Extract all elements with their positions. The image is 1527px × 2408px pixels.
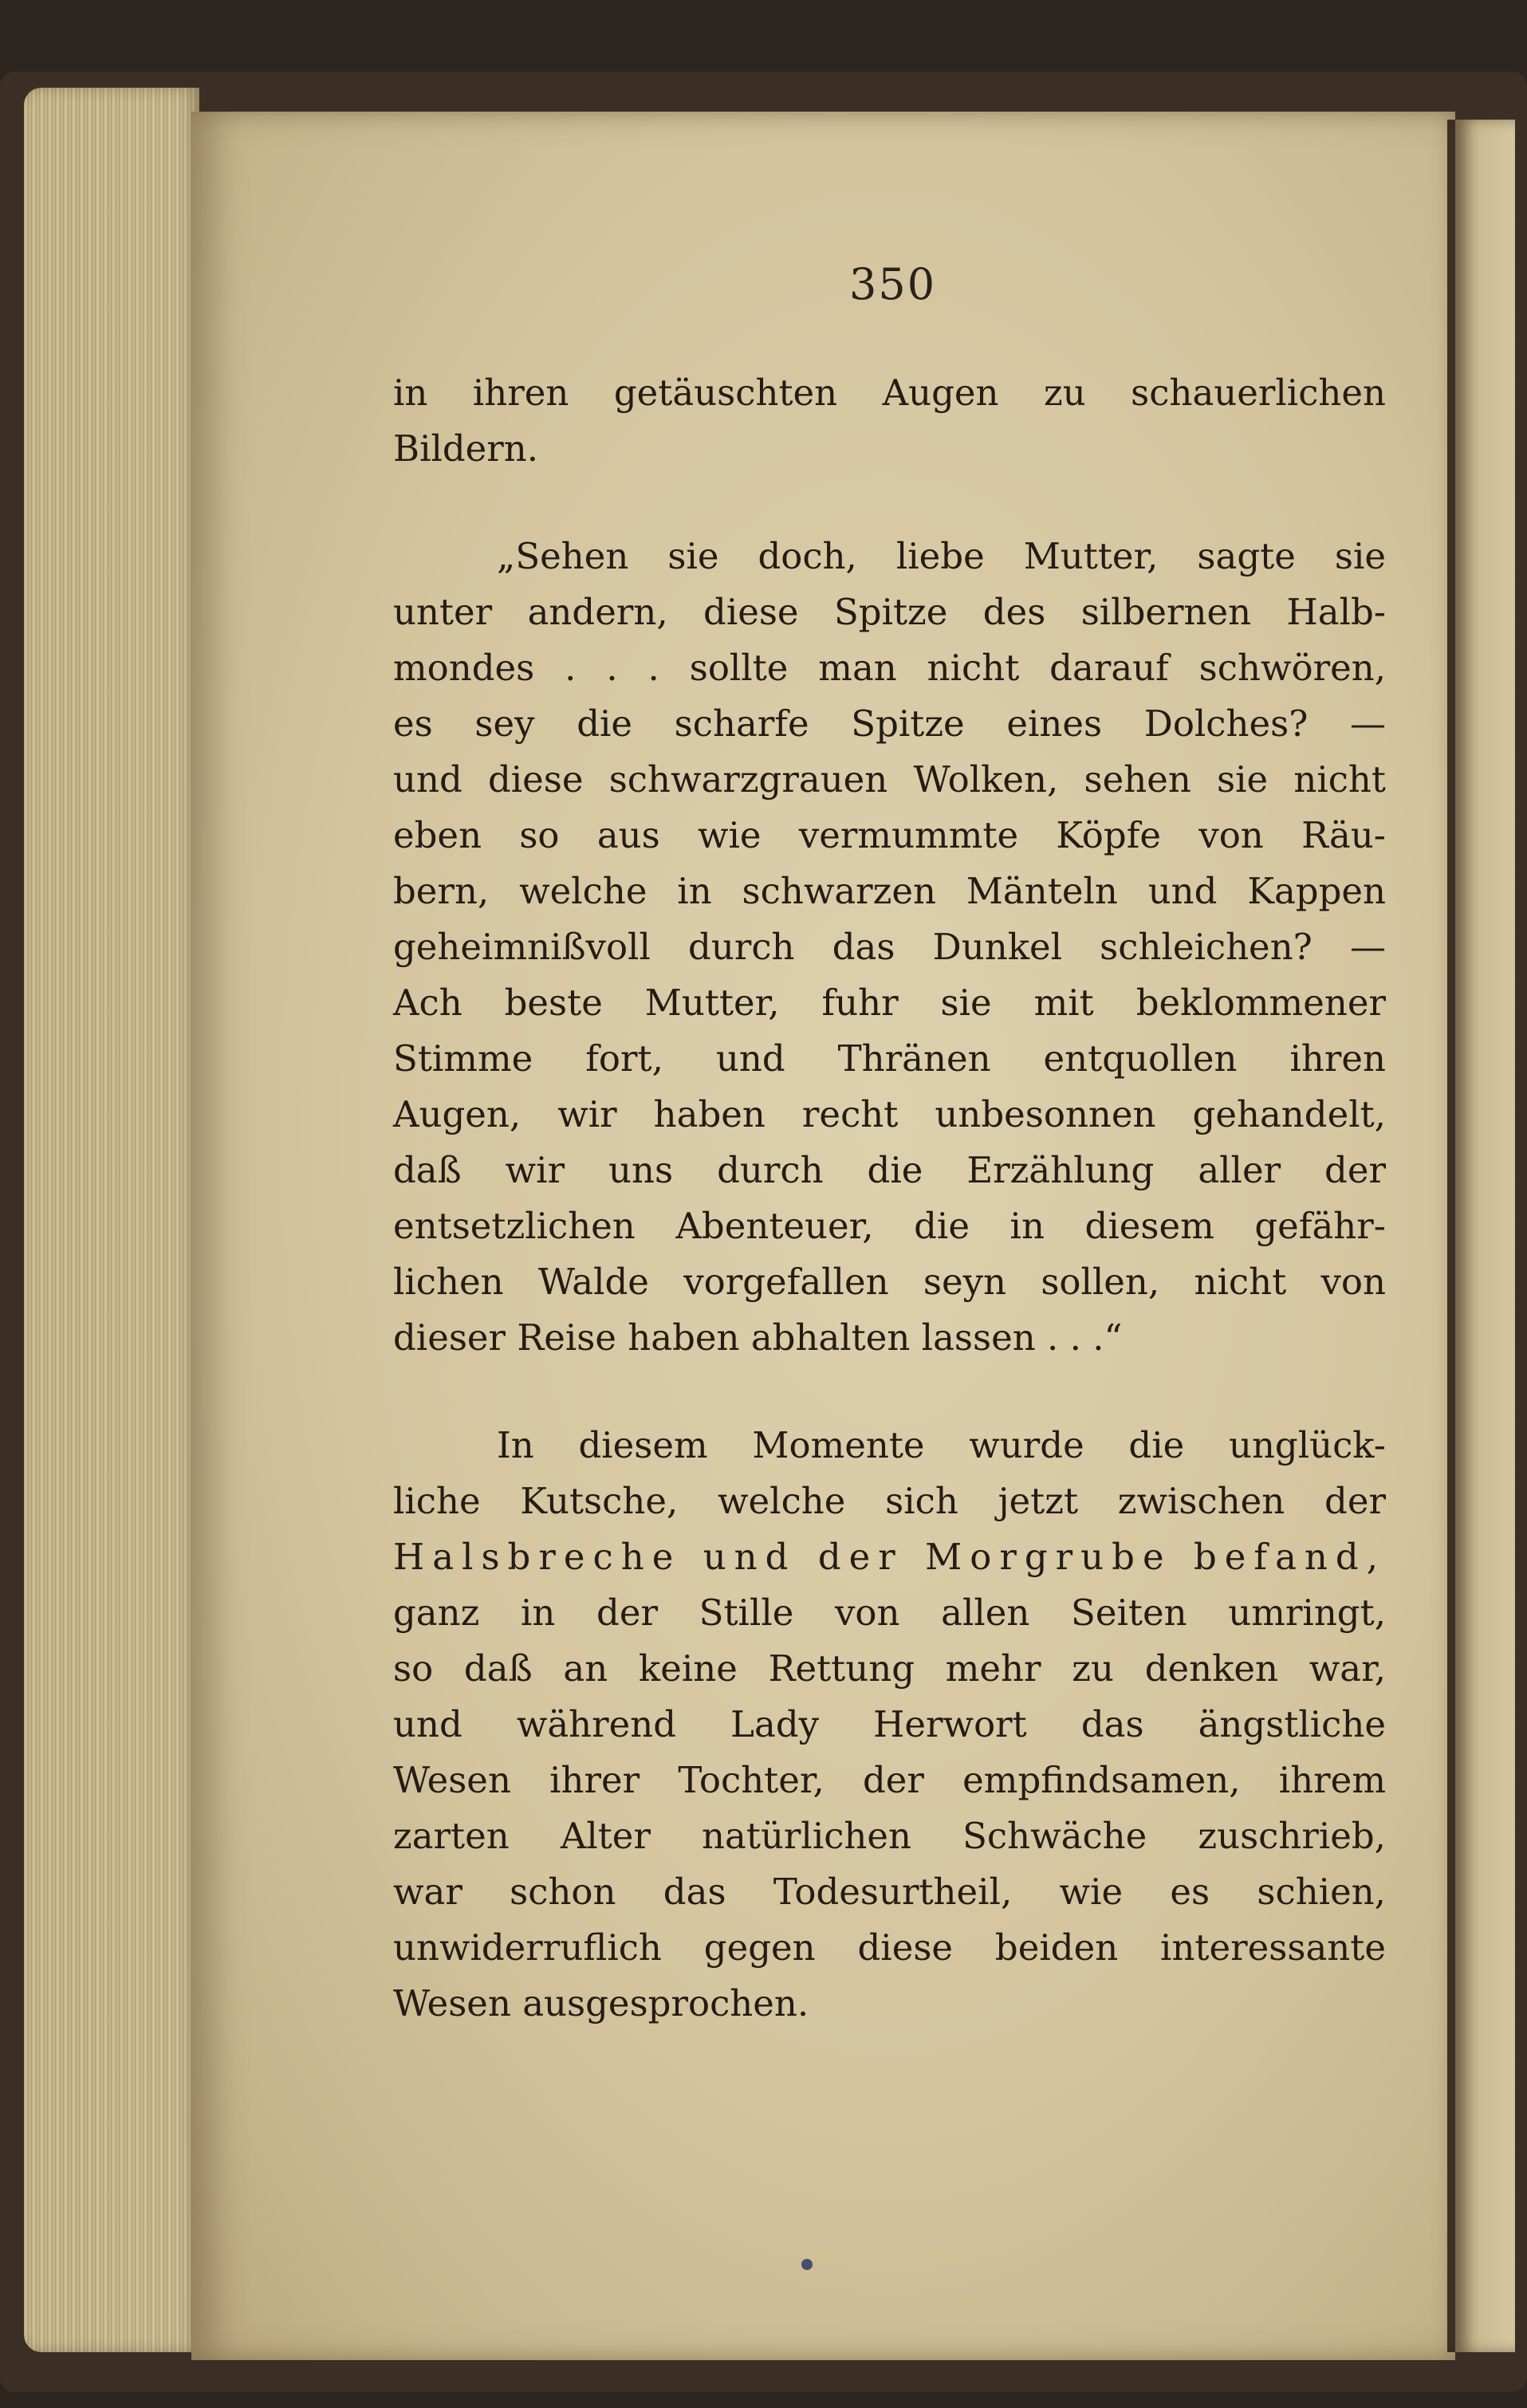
page-edges xyxy=(24,88,199,2352)
body-text xyxy=(393,365,1386,2032)
text-line: geheimnißvoll durch das Dunkel schleichen? — xyxy=(393,926,1386,968)
text-line: und während Lady Herwort das ängstliche xyxy=(393,1703,1386,1745)
text-line: Wesen ausgesprochen. xyxy=(393,1982,809,2024)
text-line: Bildern. xyxy=(393,427,539,470)
text-line: ganz in der Stille von allen Seiten umringt, xyxy=(393,1592,1386,1634)
text-line: und diese schwarzgrauen Wolken, sehen sie nicht xyxy=(393,758,1386,801)
text-line: dieser Reise haben abhalten lassen . . .“ xyxy=(393,1316,1123,1359)
text-line: Stimme fort, und Thränen entquollen ihren xyxy=(393,1037,1386,1080)
text-line: entsetzlichen Abenteuer, die in diesem gefähr- xyxy=(393,1205,1386,1247)
text-line: unter andern, diese Spitze des silbernen Halb- xyxy=(393,591,1386,633)
text-line: „Sehen sie doch, liebe Mutter, sagte sie xyxy=(497,535,1386,577)
text-line: Wesen ihrer Tochter, der empfindsamen, ihrem xyxy=(393,1759,1386,1801)
text-line: Augen, wir haben recht unbesonnen gehandelt, xyxy=(393,1093,1386,1135)
text-line: daß wir uns durch die Erzählung aller der xyxy=(393,1149,1386,1191)
text-line: war schon das Todesurtheil, wie es schien, xyxy=(393,1871,1386,1913)
ink-dot xyxy=(801,2259,813,2270)
text-line: liche Kutsche, welche sich jetzt zwischen der xyxy=(393,1480,1386,1522)
text-line: es sey die scharfe Spitze eines Dolches? — xyxy=(393,702,1386,745)
text-line: Halsbreche und der Morgrube befand, xyxy=(393,1536,1386,1578)
text-line: in ihren getäuschten Augen zu schauerlichen xyxy=(393,372,1386,414)
text-line: lichen Walde vorgefallen seyn sollen, nicht von xyxy=(393,1261,1386,1303)
page-number: 350 xyxy=(849,259,937,309)
text-line: eben so aus wie vermummte Köpfe von Räu- xyxy=(393,814,1386,856)
text-line: mondes . . . sollte man nicht darauf schwören, xyxy=(393,647,1386,689)
facing-page xyxy=(1455,120,1515,2352)
text-line: so daß an keine Rettung mehr zu denken war, xyxy=(393,1647,1386,1690)
text-line: In diesem Momente wurde die unglück- xyxy=(497,1424,1386,1466)
text-line: zarten Alter natürlichen Schwäche zuschrieb, xyxy=(393,1815,1386,1857)
text-line: bern, welche in schwarzen Mänteln und Kappen xyxy=(393,870,1386,912)
text-line: Ach beste Mutter, fuhr sie mit beklommener xyxy=(393,982,1386,1024)
text-line: unwiderruflich gegen diese beiden interessante xyxy=(393,1926,1386,1969)
